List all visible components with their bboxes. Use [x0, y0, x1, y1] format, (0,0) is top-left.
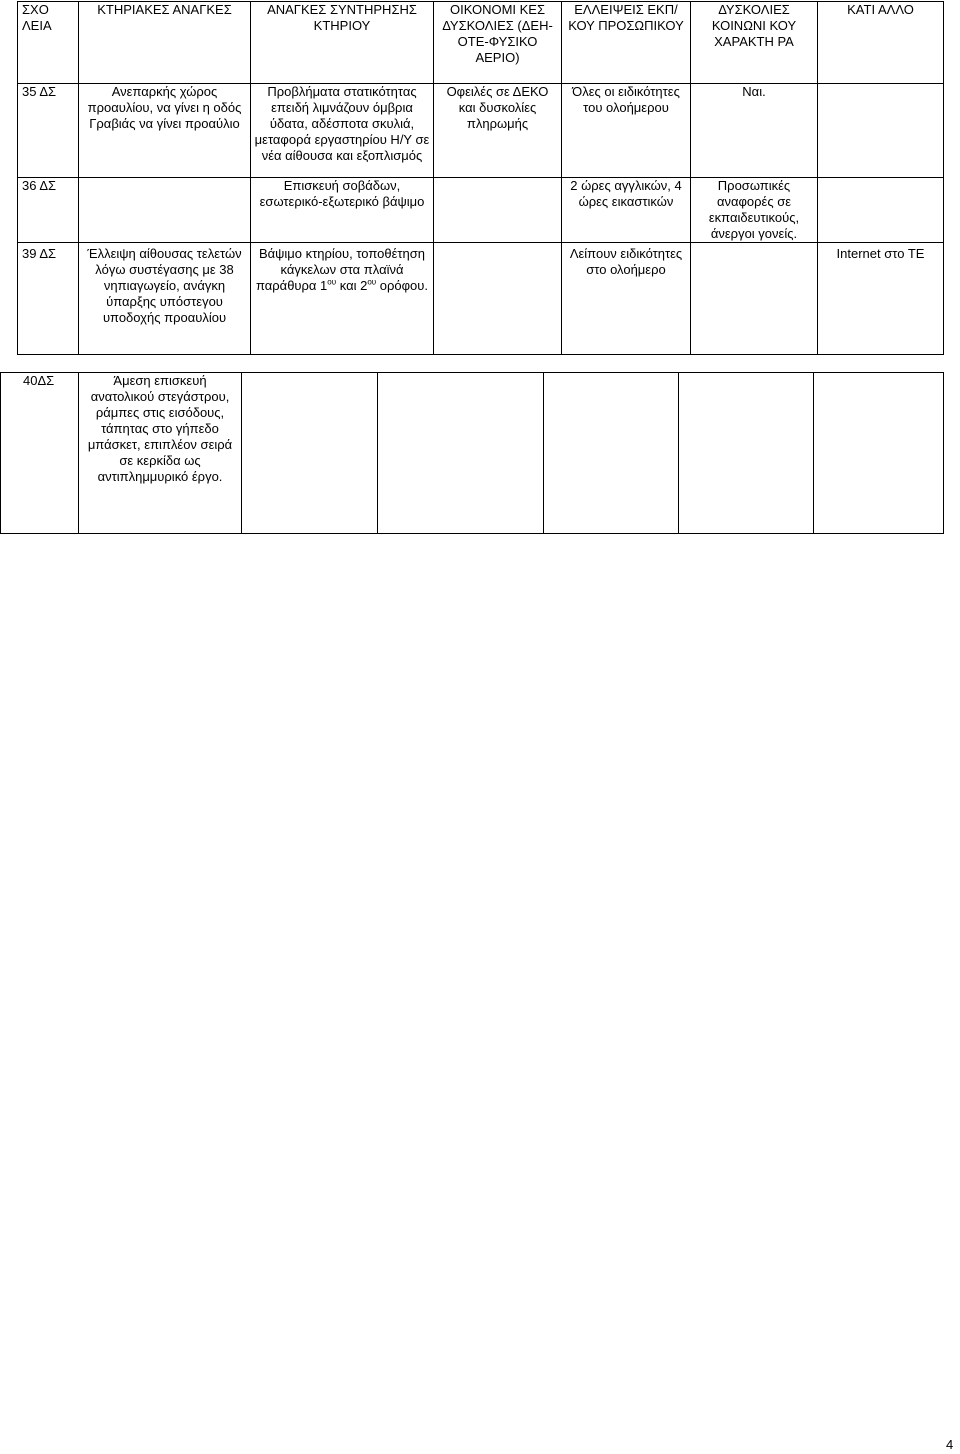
financial-difficulties-cell	[434, 243, 562, 355]
school-code: 40ΔΣ	[1, 373, 79, 534]
other-cell: Internet στο ΤΕ	[818, 243, 944, 355]
ordinal-suffix: ου	[367, 277, 377, 287]
building-needs-cell: Έλλειψη αίθουσας τελετών λόγω συστέγασης με 38 νηπιαγωγείο, ανάγκη ύπαρξης υπόστεγου υποδοχής προαυλίου	[79, 243, 251, 355]
empty-cell	[544, 373, 679, 534]
header-social-difficulties: ΔΥΣΚΟΛΙΕΣ ΚΟΙΝΩΝΙ ΚΟΥ ΧΑΡΑΚΤΗ ΡΑ	[691, 2, 818, 84]
social-difficulties-cell	[691, 243, 818, 355]
maintenance-text-part-3: ορόφου.	[376, 278, 429, 293]
needs-table	[17, 1, 944, 355]
header-other: ΚΑΤΙ ΑΛΛΟ	[818, 2, 944, 84]
building-needs-cell: Ανεπαρκής χώρος προαυλίου, να γίνει η οδός Γραβιάς να γίνει προαύλιο	[79, 84, 251, 178]
empty-cell	[814, 373, 944, 534]
empty-cell	[378, 373, 544, 534]
maintenance-text-part-2: και 2	[336, 278, 368, 293]
staff-shortages-cell: 2 ώρες αγγλικών, 4 ώρες εικαστικών	[562, 178, 691, 243]
other-cell	[818, 84, 944, 178]
financial-difficulties-cell: Οφειλές σε ΔΕΚΟ και δυσκολίες πληρωμής	[434, 84, 562, 178]
header-financial-difficulties: ΟΙΚΟΝΟΜΙ ΚΕΣ ΔΥΣΚΟΛΙΕΣ (ΔΕΗ-ΟΤΕ-ΦΥΣΙΚΟ ΑΕΡΙΟ)	[434, 2, 562, 84]
header-row	[18, 2, 944, 84]
empty-cell	[679, 373, 814, 534]
school-code: 36 ΔΣ	[18, 178, 79, 243]
other-cell	[818, 178, 944, 243]
school-code: 35 ΔΣ	[18, 84, 79, 178]
ordinal-suffix: ου	[327, 277, 337, 287]
building-needs-cell: Άμεση επισκευή ανατολικού στεγάστρου, ράμπες στις εισόδους, τάπητας στο γήπεδο μπάσκετ, επιπλέον σειρά σε κερκίδα ως αντιπλημμυρικό έργο.	[79, 373, 242, 534]
school-code: 39 ΔΣ	[18, 243, 79, 355]
header-building-needs: ΚΤΗΡΙΑΚΕΣ ΑΝΑΓΚΕΣ	[79, 2, 251, 84]
staff-shortages-cell: Όλες οι ειδικότητες του ολοήμερου	[562, 84, 691, 178]
table-row	[18, 243, 944, 355]
maintenance-needs-cell: Επισκευή σοβάδων, εσωτερικό-εξωτερικό βάψιμο	[251, 178, 434, 243]
header-maintenance-needs: ΑΝΑΓΚΕΣ ΣΥΝΤΗΡΗΣΗΣ ΚΤΗΡΙΟΥ	[251, 2, 434, 84]
table-row	[1, 373, 944, 534]
social-difficulties-cell: Προσωπικές αναφορές σε εκπαιδευτικούς, άνεργοι γονείς.	[691, 178, 818, 243]
header-staff-shortages: ΕΛΛΕΙΨΕΙΣ ΕΚΠ/ΚΟΥ ΠΡΟΣΩΠΙΚΟΥ	[562, 2, 691, 84]
table-row	[18, 84, 944, 178]
table-row	[18, 178, 944, 243]
empty-cell	[242, 373, 378, 534]
building-needs-cell	[79, 178, 251, 243]
maintenance-text-part-1: Βάψιμο κτηρίου, τοποθέτηση κάγκελων στα πλαϊνά παράθυρα 1	[255, 246, 426, 293]
page-number: 4	[946, 1437, 954, 1452]
maintenance-needs-cell: Προβλήματα στατικότητας επειδή λιμνάζουν όμβρια ύδατα, αδέσποτα σκυλιά, μεταφορά εργαστηρίου Η/Υ σε νέα αίθουσα και εξοπλισμός	[251, 84, 434, 178]
staff-shortages-cell: Λείπουν ειδικότητες στο ολοήμερο	[562, 243, 691, 355]
needs-table-continued	[0, 372, 944, 534]
header-schools: ΣΧΟ ΛΕΙΑ	[18, 2, 79, 84]
maintenance-needs-cell	[251, 243, 434, 355]
financial-difficulties-cell	[434, 178, 562, 243]
social-difficulties-cell: Ναι.	[691, 84, 818, 178]
